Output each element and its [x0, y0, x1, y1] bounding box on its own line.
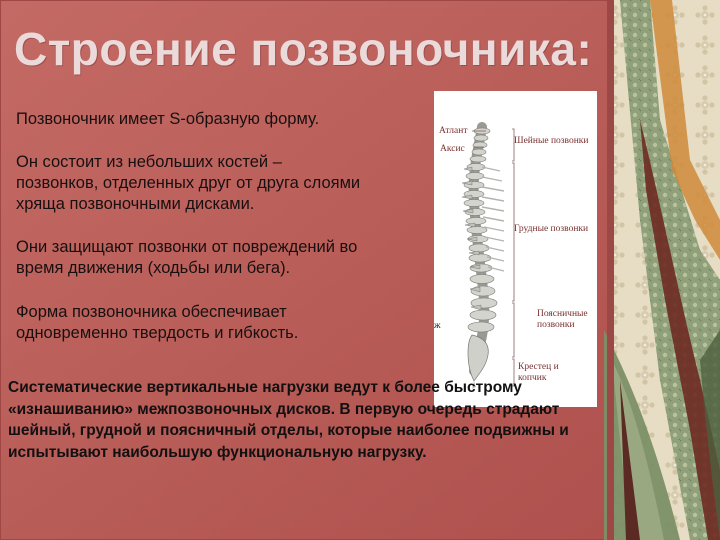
slide-title: Строение позвоночника: — [14, 23, 593, 75]
label-thoracic: Грудные позвонки — [514, 224, 589, 234]
paragraph-flexibility: Форма позвоночника обеспечивает одновременно твердость и гибкость. — [16, 303, 299, 342]
label-axis: Аксис — [440, 144, 465, 154]
label-lumbar: Поясничные позвонки — [537, 309, 588, 330]
paragraph-vertebrae: Он состоит из небольших костей – позвонков, отделенных друг от друга слоями хряща позвоночными дисками. — [16, 153, 361, 213]
label-cut: ж — [434, 321, 441, 331]
label-atlas: Атлант — [439, 126, 468, 136]
bold-note: Систематические вертикальные нагрузки ведут к более быстрому «изнашиванию» межпозвоночных дисков. В первую очередь страдают шейный, грудной и поясничный отделы, которые наиболее подвижны и испытывают наибольшую функциональную нагрузку. — [8, 379, 569, 461]
spine-illustration — [434, 91, 597, 407]
paragraph-protection: Они защищают позвонки от повреждений во время движения (ходьбы или бега). — [16, 238, 358, 277]
label-cervical: Шейные позвонки — [514, 136, 589, 146]
label-sacrum: Крестец и копчик — [518, 362, 559, 383]
paragraph-s-shape: Позвоночник имеет S-образную форму. — [16, 110, 320, 128]
